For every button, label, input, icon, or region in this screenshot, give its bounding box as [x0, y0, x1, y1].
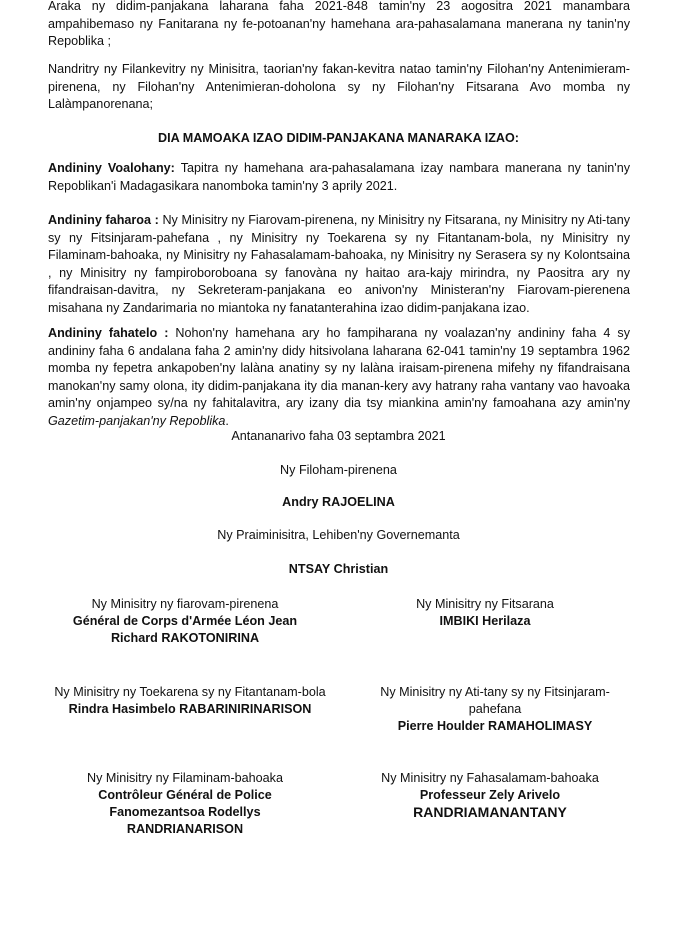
security-minister-role: Ny Minisitry ny Filaminam-bahoaka — [87, 771, 283, 785]
territory-minister-role-line-1: Ny Minisitry ny Ati-tany sy ny Fitsinjaram- — [380, 685, 610, 699]
article-2-label: Andininy faharoa : — [48, 213, 159, 227]
article-3-text: Nohon'ny hamehana ary ho fampiharana ny voalazan'ny andininy faha 4 sy andininy faha 6 andalana faha 2 amin'ny didy hitsivolana laharana 62-041 tamin'ny 19 septambra 1962 momba ny fepetra ankapoben'ny lalàna anatiny sy ny lalàna iraisam-pirenena mifehy ny fifandraisana manokan'ny samy olona, ity didim-panjakana ity dia manan-kery avy hatrany raha vantany vao havoaka amin'ny onjampeo sy/na ny fahitalavitra, ary izany dia tsy miankina amin'ny famoahana azy amin'ny — [48, 326, 630, 410]
defense-minister-role: Ny Minisitry ny fiarovam-pirenena — [91, 597, 279, 611]
health-minister-name-line-2: RANDRIAMANANTANY — [413, 804, 567, 820]
president-name: Andry RAJOELINA — [282, 495, 395, 509]
article-2 — [48, 212, 630, 317]
preamble-paragraph-1: Araka ny didim-panjakana laharana faha 2021-848 tamin'ny 23 aogositra 2021 manambara ampahibemaso ny Fanitarana ny fe-potoanan'ny hamehana ara-pahasalamana manerana ny tanin'ny Repoblika ; — [48, 0, 630, 48]
economy-minister-name: Rindra Hasimbelo RABARINIRINARISON — [68, 702, 312, 716]
president-role: Ny Filoham-pirenena — [280, 463, 397, 477]
signature-security — [60, 770, 310, 838]
defense-minister-name-line-2: Richard RAKOTONIRINA — [110, 631, 260, 645]
place-date: Antananarivo faha 03 septambra 2021 — [231, 429, 446, 443]
justice-minister-name: IMBIKI Herilaza — [439, 614, 531, 628]
health-minister-role: Ny Minisitry ny Fahasalamam-bahoaka — [381, 771, 599, 785]
signature-economy — [40, 684, 340, 718]
signature-defense — [60, 596, 310, 647]
preamble-paragraph-2: Nandritry ny Filankevitry ny Minisitra, taorian'ny fakan-kevitra natao tamin'ny Filohan'ny Antenimieram-pirenena, ny Filohan'ny Antenimieran-doholona sy ny Filohan'ny Fitsarana Avo momba ny Lalàmpanorenana; — [48, 62, 630, 111]
article-3 — [48, 325, 630, 430]
economy-minister-role: Ny Minisitry ny Toekarena sy ny Fitantanam-bola — [54, 685, 326, 699]
security-minister-name-line-2: Fanomezantsoa Rodellys — [109, 805, 261, 819]
article-3-end: . — [225, 413, 229, 428]
health-minister-name-line-1: Professeur Zely Arivelo — [419, 788, 561, 802]
security-minister-name-line-3: RANDRIANARISON — [126, 822, 244, 836]
article-2-text: Ny Minisitry ny Fiarovam-pirenena, ny Minisitry ny Fitsarana, ny Minisitry ny Ati-tany sy ny Fitsinjaram-pahefana , ny Minisitry ny Toekarena sy ny Fitantanam-bola, ny Minisitry ny Filaminam-bahoaka, ny Minisitry ny Fahasalamam-bahoaka, ny Minisitry ny Serasera sy ny Kolontsaina , ny Minisitry ny fampiroboroboana sy fanovàna ny haitao ara-kajy mirindra, ny Paositra ary ny fifandraisan-davitra, ny Sekreteram-panjakana eo anivon'ny Ministeran'ny Fiarovam-pierenena misahana ny Zandarimaria no miantoka ny fanatanterahina izao didim-panjakana izao. — [48, 213, 630, 315]
signature-territory — [355, 684, 635, 735]
article-1-label: Andininy Voalohany: — [48, 161, 175, 175]
article-3-gazette: Gazetim-panjakan'ny Repoblika — [48, 413, 226, 428]
territory-minister-role-line-2: pahefana — [468, 702, 522, 716]
prime-minister-role: Ny Praiminisitra, Lehiben'ny Governemanta — [217, 528, 460, 542]
defense-minister-name-line-1: Général de Corps d'Armée Léon Jean — [72, 614, 298, 628]
justice-minister-role: Ny Minisitry ny Fitsarana — [416, 597, 554, 611]
signature-justice — [370, 596, 600, 630]
article-3-label: Andininy fahatelo : — [48, 326, 169, 340]
decree-heading: DIA MAMOAKA IZAO DIDIM-PANJAKANA MANARAKA IZAO: — [158, 131, 519, 145]
territory-minister-name: Pierre Houlder RAMAHOLIMASY — [397, 719, 593, 733]
prime-minister-name: NTSAY Christian — [288, 562, 389, 576]
security-minister-name-line-1: Contrôleur Général de Police — [98, 788, 272, 802]
signature-health — [360, 770, 620, 821]
article-1 — [48, 160, 630, 195]
article-1-text: Tapitra ny hamehana ara-pahasalamana izay nambara manerana ny tanin'ny Repoblikan'i Madagasikara nanomboka tamin'ny 3 aprily 2021. — [48, 161, 630, 193]
